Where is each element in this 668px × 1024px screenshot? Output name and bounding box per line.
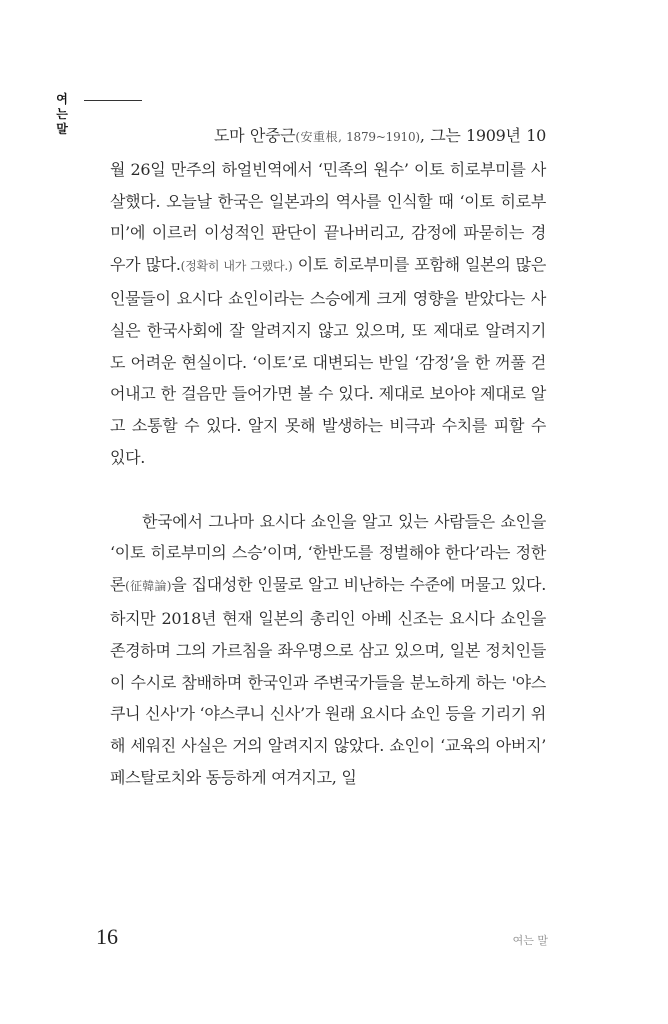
chapter-label: 여는 말 — [56, 92, 68, 136]
p2-hanja: (征韓論) — [125, 579, 172, 594]
p1-text-rest: 이토 히로부미를 포함해 일본의 많은 인물들이 요시다 쇼인이라는 스승에게 크게 영향을 받았다는 사실은 한국사회에 잘 알려지지 않고 있으며, 또 제대로 알려지기도 어려운 현실이다. ‘이토’로 대변되는 반일 ‘감정’을 한 꺼풀 걷어내고 한 걸음만 들어가면 볼 수 있다. 제대로 보아야 제대로 알고 소통할 수 있다. 알지 못해 발생하는 비극과 수치를 피할 수 있다. — [110, 255, 546, 467]
page-number: 16 — [96, 924, 118, 949]
paragraph-2 — [110, 506, 546, 794]
p2-text-rest: 을 집대성한 인물로 알고 비난하는 수준에 머물고 있다. 하지만 2018년 현재 일본의 총리인 아베 신조는 요시다 쇼인을 존경하며 그의 가르침을 좌우명으로 삼고 있으며, 일본 정치인들이 수시로 참배하며 한국인과 주변국가들을 분노하게 하는 '야스쿠니 신사'가 ‘야스쿠니 신사’가 원래 요시다 쇼인 등을 기리기 위해 세워진 사실은 거의 알려지지 않았다. 쇼인이 ‘교육의 아버지’ 페스탈로치와 동등하게 여겨지고, 일 — [110, 575, 546, 787]
p1-aside: (정확히 내가 그랬다.) — [180, 259, 293, 274]
p1-text-main: , 그는 1909년 10월 26일 만주의 하얼빈역에서 ‘민족의 원수’ 이토 히로부미를 사살했다. 오늘날 한국은 일본과의 역사를 인식할 때 ‘이토 히로부미’에 이르러 이성적인 판단이 끝나버리고, 감정에 파묻히는 경우가 많다. — [110, 126, 546, 275]
p1-name: 도마 안중근 — [214, 126, 296, 145]
p1-hanja-dates: (安重根, 1879~1910) — [295, 130, 420, 144]
body-text — [110, 120, 546, 794]
paragraph-1 — [110, 120, 546, 474]
running-head: 여는 말 — [512, 934, 548, 947]
p2-text-start: 한국에서 그나마 요시다 쇼인을 알고 있는 사람들은 쇼인을 ‘이토 히로부미의 스승’이며, ‘한반도를 정벌해야 한다’라는 정한론 — [110, 511, 546, 595]
chapter-rule — [84, 100, 142, 101]
